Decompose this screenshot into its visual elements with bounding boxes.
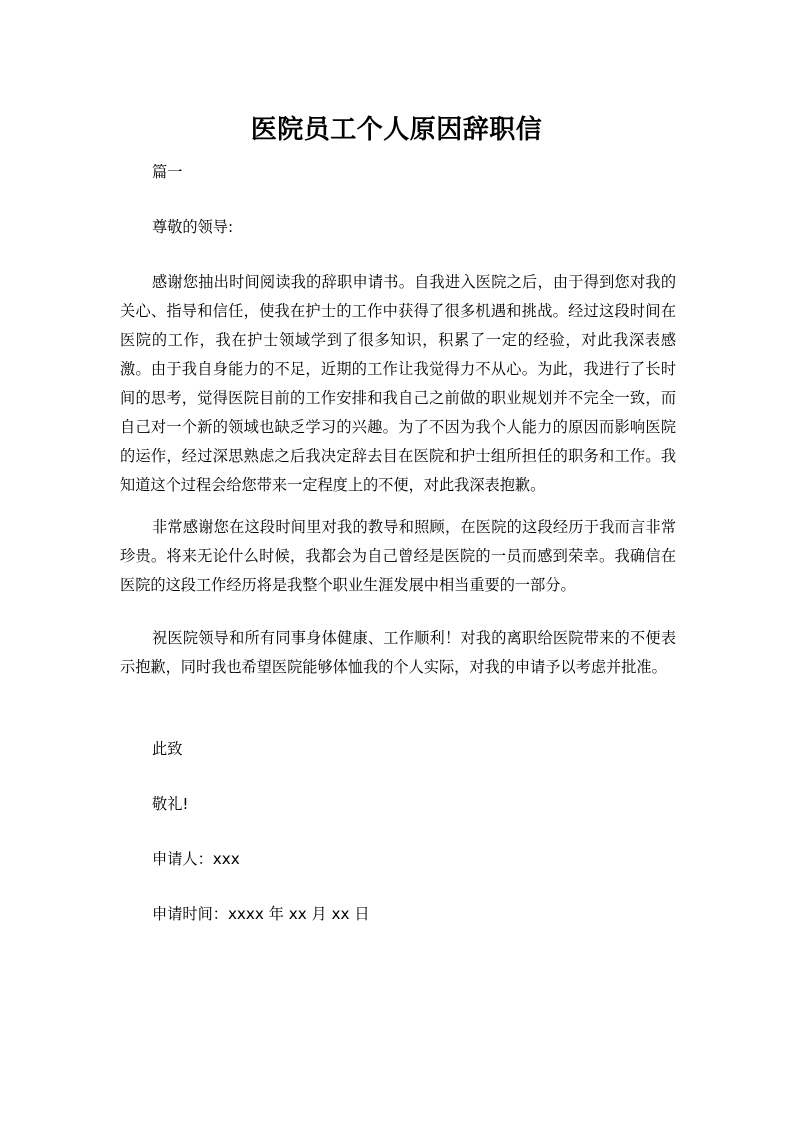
body-paragraph-1: 感谢您抽出时间阅读我的辞职申请书。自我进入医院之后，由于得到您对我的关心、指导和信任，使我在护士的工作中获得了很多机遇和挑战。经过这段时间在医院的工作，我在护士领域学到了很多知识，积累了一定的经验，对此我深表感激。由于我自身能力的不足，近期的工作让我觉得力不从心。为此，我进行了长时间的思考，觉得医院目前的工作安排和我自己之前做的职业规划并不完全一致，而自己对一个新的领域也缺乏学习的兴趣。为了不因为我个人能力的原因而影响医院的运作，经过深思熟虑之后我决定辞去目在医院和护士组所担任的职务和工作。我知道这个过程会给您带来一定程度上的不便，对此我深表抱歉。 <box>120 273 676 494</box>
body-paragraph-3: 祝医院领导和所有同事身体健康、工作顺利！对我的离职给医院带来的不便表示抱歉，同时我也希望医院能够体恤我的个人实际，对我的申请予以考虑并批准。 <box>120 629 676 676</box>
body-paragraph-2: 非常感谢您在这段时间里对我的教导和照顾，在医院的这段经历于我而言非常珍贵。将来无论什么时候，我都会为自己曾经是医院的一员而感到荣幸。我确信在医院的这段工作经历将是我整个职业生涯发展中相当重要的一部分。 <box>120 518 676 594</box>
salutation: 尊敬的领导: <box>152 218 234 236</box>
application-date: 申请时间：xxxx 年 xx 月 xx 日 <box>152 905 370 923</box>
closing-line-2: 敬礼! <box>152 795 189 813</box>
applicant-line: 申请人：xxx <box>152 850 240 868</box>
closing-line-1: 此致 <box>152 740 183 758</box>
document-title: 医院员工个人原因辞职信 <box>250 115 543 145</box>
section-heading: 篇一 <box>152 163 183 181</box>
